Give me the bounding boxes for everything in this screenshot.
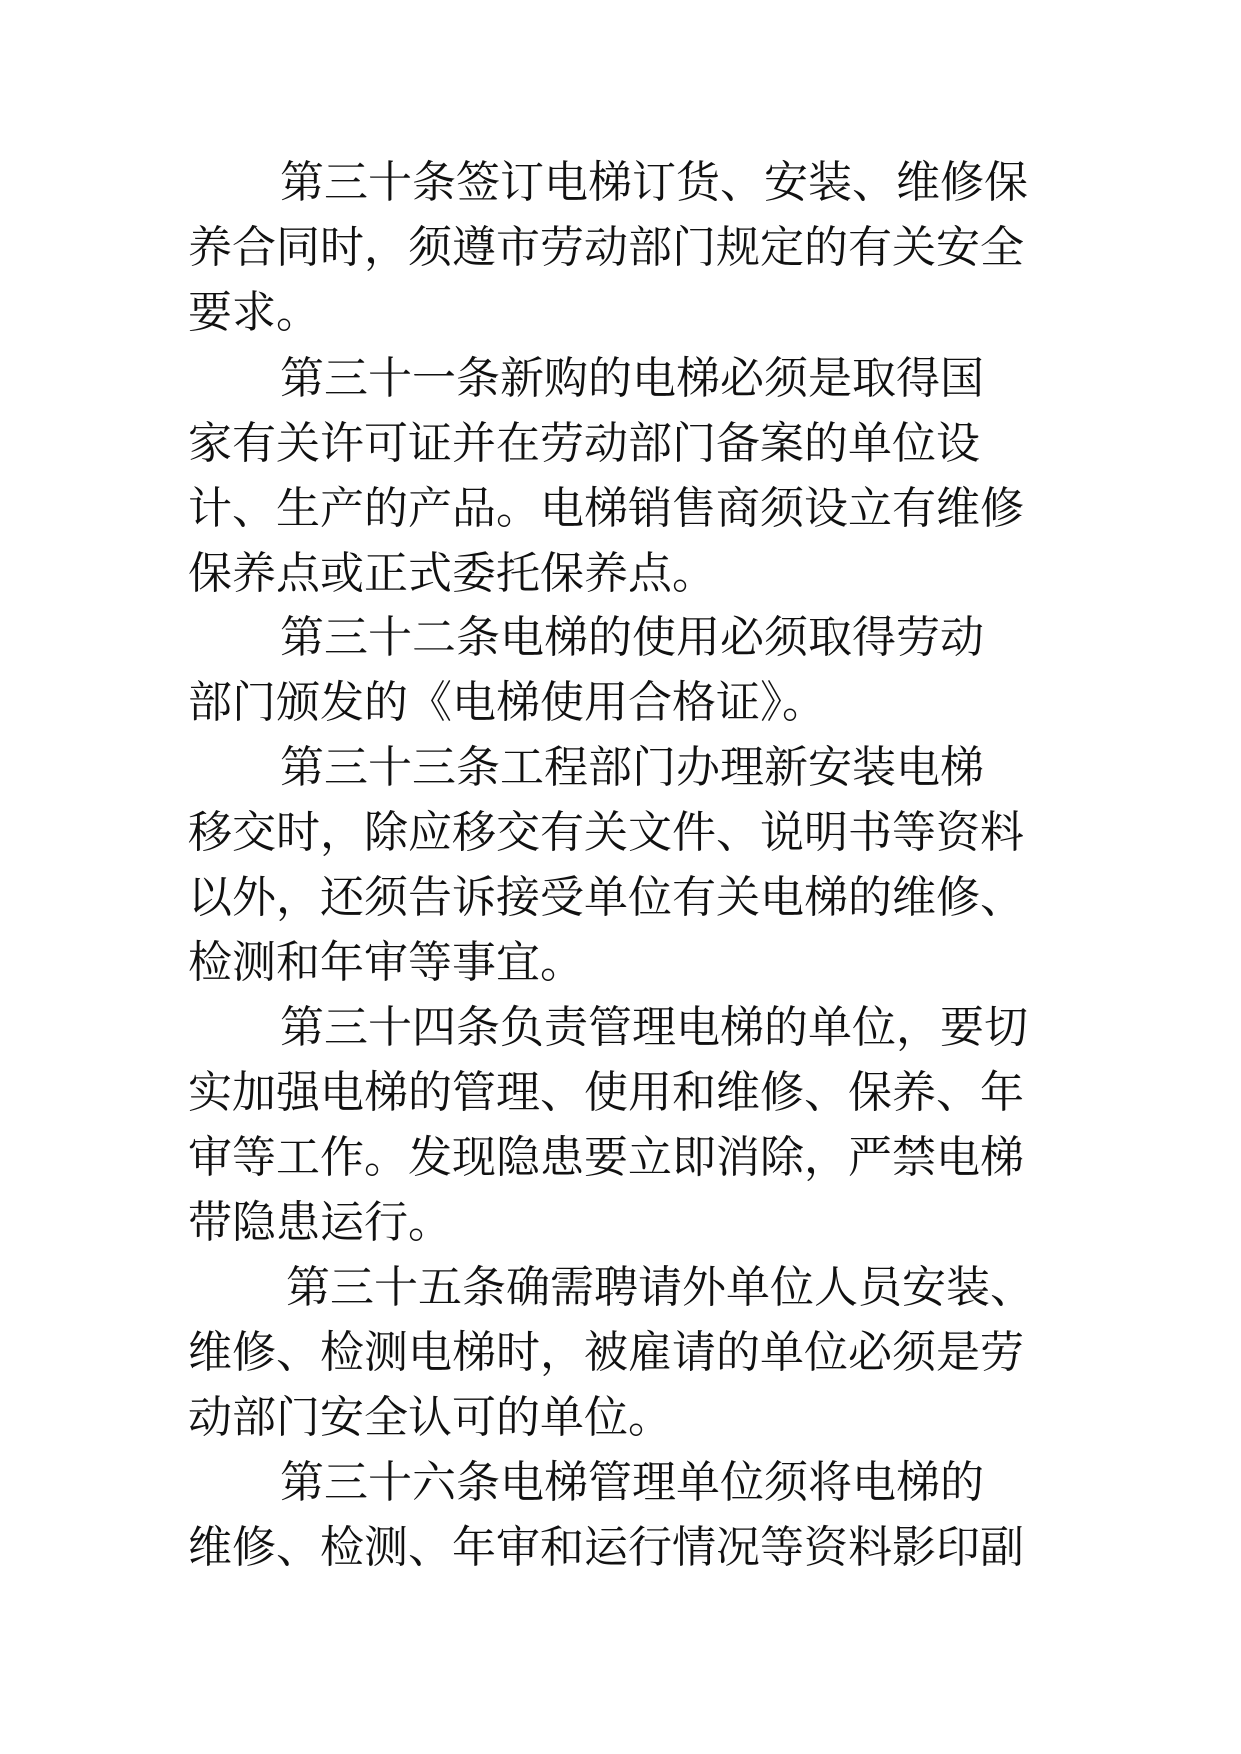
text-line: 第三十一条新购的电梯必须是取得国 bbox=[280, 353, 984, 404]
text-line: 家有关许可证并在劳动部门备案的单位设 bbox=[188, 418, 980, 469]
text-line: 审等工作。发现隐患要立即消除，严禁电梯 bbox=[188, 1132, 1024, 1183]
article-34 bbox=[188, 995, 1088, 1255]
article-30 bbox=[188, 150, 1088, 345]
text-line: 移交时，除应移交有关文件、说明书等资料 bbox=[188, 807, 1024, 858]
article-36 bbox=[188, 1450, 1088, 1580]
text-line: 带隐患运行。 bbox=[188, 1197, 452, 1248]
article-32 bbox=[188, 605, 1088, 735]
text-line: 第三十三条工程部门办理新安装电梯 bbox=[280, 742, 984, 793]
text-line: 计、生产的产品。电梯销售商须设立有维修 bbox=[188, 483, 1024, 534]
text-line: 第三十六条电梯管理单位须将电梯的 bbox=[280, 1457, 984, 1508]
article-35 bbox=[188, 1255, 1088, 1450]
text-line: 检测和年审等事宜。 bbox=[188, 937, 584, 988]
text-line: 要求。 bbox=[188, 287, 320, 338]
article-31 bbox=[188, 346, 1088, 606]
text-line: 养合同时，须遵市劳动部门规定的有关安全 bbox=[188, 222, 1024, 273]
text-line: 第三十五条确需聘请外单位人员安装、 bbox=[286, 1262, 1034, 1313]
text-line: 保养点或正式委托保养点。 bbox=[188, 548, 716, 599]
text-line: 第三十四条负责管理电梯的单位，要切 bbox=[280, 1002, 1028, 1053]
text-line: 第三十条签订电梯订货、安装、维修保 bbox=[280, 157, 1028, 208]
text-line: 以外，还须告诉接受单位有关电梯的维修、 bbox=[188, 872, 1024, 923]
text-line: 动部门安全认可的单位。 bbox=[188, 1392, 672, 1443]
text-line: 第三十二条电梯的使用必须取得劳动 bbox=[280, 612, 984, 663]
text-line: 部门颁发的《电梯使用合格证》。 bbox=[188, 677, 826, 728]
text-line: 实加强电梯的管理、使用和维修、保养、年 bbox=[188, 1067, 1024, 1118]
article-33 bbox=[188, 735, 1088, 995]
text-line: 维修、检测电梯时，被雇请的单位必须是劳 bbox=[188, 1327, 1024, 1378]
text-line: 维修、检测、年审和运行情况等资料影印副 bbox=[188, 1522, 1024, 1573]
